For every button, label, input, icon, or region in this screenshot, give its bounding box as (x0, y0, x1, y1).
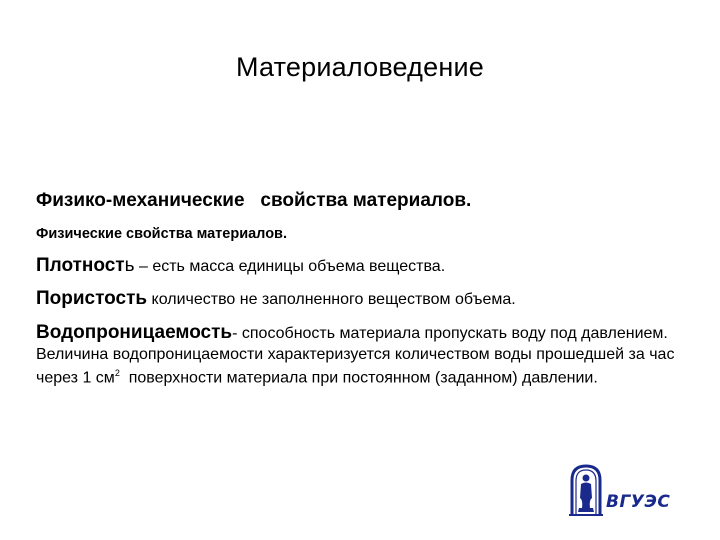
density-term: Плотност (36, 255, 125, 276)
permeability-paragraph (36, 321, 696, 387)
porosity-term: Пористость (36, 288, 148, 309)
slide-title: Материаловедение (236, 52, 484, 82)
porosity-definition: количество не заполненного веществом объема. (147, 291, 516, 308)
permeability-definition: - способность материала пропускать воду под давлением. Величина водопроницаемости характеризуется количеством воды прошедшей за час через 1 см (36, 325, 675, 387)
slide-content (36, 190, 696, 397)
university-logo (568, 462, 686, 518)
permeability-definition-rest: поверхности материала при постоянном (заданном) давлении. (119, 369, 598, 387)
university-logo-text: ВГУЭС (606, 492, 671, 512)
density-definition: – есть масса единицы объема вещества. (134, 258, 446, 275)
subsection-heading: Физические свойства материалов. (36, 226, 287, 242)
porosity-paragraph (36, 288, 696, 311)
section-heading: Физико-механические свойства материалов. (36, 190, 472, 211)
density-paragraph (36, 255, 696, 278)
density-term-tail: ь (124, 255, 135, 276)
superscript-two: 2 (114, 368, 120, 378)
permeability-term: Водопроницаемость (36, 322, 233, 343)
university-emblem-icon (568, 462, 604, 518)
